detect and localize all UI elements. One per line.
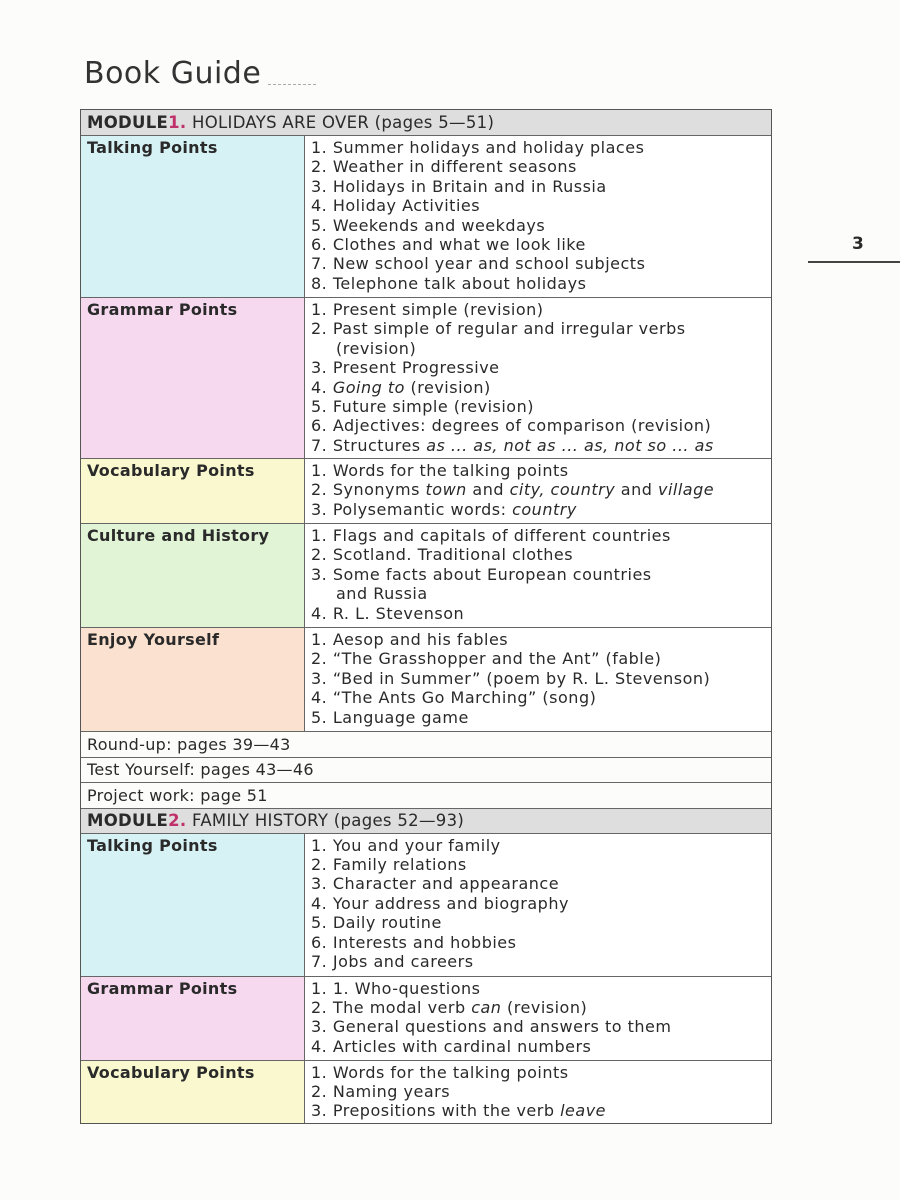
- text-segment: 4. Holiday Activities: [311, 196, 481, 216]
- text-segment: 7. New school year and school subjects: [311, 254, 646, 274]
- list-item: [311, 584, 767, 603]
- text-segment: 5. Language game: [311, 707, 469, 727]
- info-row: [81, 782, 771, 808]
- text-segment: 5. Daily routine: [311, 913, 442, 933]
- text-segment: 2. Naming years: [311, 1081, 451, 1101]
- section-row: [81, 523, 771, 627]
- list-item-text: [311, 952, 474, 971]
- text-segment: 4. Articles with cardinal numbers: [311, 1036, 592, 1056]
- text-segment: 2. The modal verb: [311, 997, 472, 1017]
- text-segment: 4. R. L. Stevenson: [311, 603, 465, 623]
- list-item-text: [311, 669, 710, 688]
- list-item-text: [311, 436, 714, 455]
- list-item-text: [311, 836, 501, 855]
- list-item-text: [311, 235, 586, 254]
- section-items: [305, 298, 771, 458]
- book-guide-table: [80, 109, 772, 1124]
- text-segment: 2. Synonyms: [311, 480, 426, 500]
- list-item-text: [311, 630, 508, 649]
- section-row: [81, 1060, 771, 1123]
- text-segment: 3. Present Progressive: [311, 358, 500, 378]
- list-item: [311, 378, 767, 397]
- list-item-text: [311, 1082, 450, 1101]
- list-item-text: [311, 196, 480, 215]
- text-segment: 1. Words for the talking points: [311, 461, 569, 480]
- list-item-text: [311, 274, 586, 293]
- text-segment: 1. Flags and capitals of different countries: [311, 526, 671, 545]
- section-category: Grammar Points: [81, 298, 305, 458]
- list-item: [311, 1037, 767, 1056]
- list-item-text: [311, 358, 500, 377]
- list-item: [311, 604, 767, 623]
- section-category: Talking Points: [81, 834, 305, 976]
- module-number: 1.: [168, 113, 187, 132]
- text-segment: (revision): [336, 338, 417, 358]
- module-label: MODULE: [87, 113, 169, 132]
- list-item: [311, 339, 767, 358]
- text-segment: 2. Scotland. Traditional clothes: [311, 545, 574, 565]
- list-item-text: [311, 894, 569, 913]
- text-segment: 3. Polysemantic words:: [311, 499, 513, 519]
- italic-term: as ... as, not as ... as, not so ... as: [426, 435, 714, 455]
- text-segment: 1. Summer holidays and holiday places: [311, 138, 645, 157]
- text-segment: 1. Words for the talking points: [311, 1062, 569, 1082]
- text-segment: 4.: [311, 377, 333, 397]
- list-item-text: [311, 157, 577, 176]
- list-item-text: [311, 604, 464, 623]
- italic-term: village: [658, 480, 715, 500]
- section-category: Vocabulary Points: [81, 1061, 305, 1123]
- list-item: [311, 708, 767, 727]
- list-item-text: [311, 855, 467, 874]
- list-item-text: [311, 339, 416, 358]
- list-item-text: [311, 416, 711, 435]
- page-number-rule: [808, 261, 900, 263]
- list-item: [311, 836, 767, 855]
- list-item-text: [311, 1101, 606, 1120]
- list-item: [311, 461, 767, 480]
- text-segment: 2. Past simple of regular and irregular verbs: [311, 319, 686, 339]
- section-category: Enjoy Yourself: [81, 628, 305, 731]
- list-item: [311, 235, 767, 254]
- list-item-text: [311, 177, 607, 196]
- list-item: [311, 1082, 767, 1101]
- list-item: [311, 545, 767, 564]
- list-item-text: [311, 300, 544, 319]
- info-text: Test Yourself: pages 43—46: [87, 760, 314, 780]
- list-item: [311, 913, 767, 932]
- info-text: Project work: page 51: [87, 785, 268, 805]
- list-item-text: [311, 565, 652, 584]
- list-item: [311, 157, 767, 176]
- section-category: Grammar Points: [81, 977, 305, 1060]
- section-category: Talking Points: [81, 136, 305, 297]
- list-item: [311, 274, 767, 293]
- list-item-text: [311, 500, 577, 519]
- list-item: [311, 894, 767, 913]
- text-segment: 2. Weather in different seasons: [311, 157, 577, 177]
- text-segment: 7. Structures: [311, 435, 427, 455]
- section-items: [305, 524, 771, 627]
- list-item-text: [311, 545, 573, 564]
- section-items: [305, 459, 771, 523]
- list-item: [311, 300, 767, 319]
- list-item: [311, 1101, 767, 1120]
- list-item-text: [311, 480, 714, 499]
- text-segment: and Russia: [336, 584, 428, 604]
- text-segment: 6. Clothes and what we look like: [311, 235, 586, 255]
- list-item-text: [311, 216, 545, 235]
- list-item: [311, 952, 767, 971]
- section-items: [305, 977, 771, 1060]
- italic-term: city, country: [509, 480, 616, 500]
- list-item: [311, 1017, 767, 1036]
- list-item-text: [311, 397, 534, 416]
- list-item: [311, 998, 767, 1017]
- info-text: Round-up: pages 39—43: [87, 734, 291, 754]
- text-segment: 2. “The Grasshopper and the Ant” (fable): [311, 649, 662, 669]
- list-item: [311, 416, 767, 435]
- section-category: Vocabulary Points: [81, 459, 305, 523]
- list-item: [311, 397, 767, 416]
- text-segment: and: [615, 480, 658, 500]
- section-row: [81, 833, 771, 976]
- list-item: [311, 358, 767, 377]
- list-item: [311, 436, 767, 455]
- italic-term: leave: [560, 1101, 606, 1121]
- text-segment: 2. Family relations: [311, 854, 467, 874]
- list-item-text: [311, 1037, 591, 1056]
- section-items: [305, 1061, 771, 1123]
- italic-term: town: [425, 480, 467, 500]
- list-item: [311, 630, 767, 649]
- text-segment: 1. Present simple (revision): [311, 300, 544, 319]
- italic-term: Going to: [332, 377, 405, 397]
- list-item: [311, 855, 767, 874]
- text-segment: 8. Telephone talk about holidays: [311, 273, 587, 293]
- text-segment: 3. Some facts about European countries: [311, 564, 652, 584]
- text-segment: 5. Weekends and weekdays: [311, 215, 546, 235]
- list-item-text: [311, 319, 686, 338]
- text-segment: (revision): [404, 377, 491, 397]
- list-item: [311, 933, 767, 952]
- info-row: [81, 731, 771, 757]
- text-segment: 1. Aesop and his fables: [311, 630, 509, 649]
- text-segment: (revision): [501, 997, 588, 1017]
- title-rule: [268, 84, 316, 85]
- list-item-text: [311, 526, 671, 545]
- section-row: [81, 297, 771, 458]
- list-item-text: [311, 461, 569, 480]
- list-item-text: [311, 1063, 569, 1082]
- module-header: [81, 110, 771, 135]
- list-item: [311, 196, 767, 215]
- list-item-text: [311, 378, 491, 397]
- list-item-text: [311, 874, 559, 893]
- text-segment: 3. “Bed in Summer” (poem by R. L. Stevenson): [311, 668, 711, 688]
- text-segment: 5. Future simple (revision): [311, 397, 534, 417]
- page-title: Book Guide: [84, 56, 262, 91]
- info-row: [81, 757, 771, 783]
- list-item: [311, 480, 767, 499]
- text-segment: 6. Interests and hobbies: [311, 932, 517, 952]
- section-category: Culture and History: [81, 524, 305, 627]
- section-row: [81, 135, 771, 297]
- list-item: [311, 874, 767, 893]
- text-segment: 3. General questions and answers to them: [311, 1017, 672, 1037]
- list-item-text: [311, 933, 516, 952]
- list-item: [311, 979, 767, 998]
- module-title: FAMILY HISTORY (pages 52—93): [186, 811, 465, 830]
- list-item-text: [311, 979, 480, 998]
- text-segment: 4. Your address and biography: [311, 893, 569, 913]
- list-item-text: [311, 649, 661, 668]
- module-title: HOLIDAYS ARE OVER (pages 5—51): [186, 113, 495, 132]
- list-item: [311, 565, 767, 584]
- list-item: [311, 688, 767, 707]
- list-item: [311, 254, 767, 273]
- section-row: [81, 976, 771, 1060]
- list-item-text: [311, 584, 428, 603]
- section-row: [81, 627, 771, 731]
- italic-term: can: [471, 997, 502, 1017]
- module-header: [81, 808, 771, 833]
- list-item-text: [311, 138, 644, 157]
- list-item: [311, 526, 767, 545]
- italic-term: country: [512, 499, 577, 519]
- text-segment: 6. Adjectives: degrees of comparison (revision): [311, 416, 712, 436]
- section-items: [305, 136, 771, 297]
- text-segment: 4. “The Ants Go Marching” (song): [311, 688, 597, 708]
- list-item-text: [311, 708, 469, 727]
- page-number: 3: [852, 234, 864, 254]
- text-segment: 3. Character and appearance: [311, 874, 560, 894]
- list-item: [311, 319, 767, 338]
- list-item: [311, 649, 767, 668]
- section-row: [81, 458, 771, 523]
- text-segment: 7. Jobs and careers: [311, 951, 474, 971]
- section-items: [305, 628, 771, 731]
- text-segment: 1. 1. Who-questions: [311, 978, 481, 998]
- list-item-text: [311, 913, 442, 932]
- text-segment: 1. You and your family: [311, 835, 501, 855]
- text-segment: 3. Holidays in Britain and in Russia: [311, 176, 607, 196]
- text-segment: and: [466, 480, 510, 500]
- module-number: 2.: [168, 811, 187, 830]
- list-item: [311, 216, 767, 235]
- list-item: [311, 1063, 767, 1082]
- list-item: [311, 669, 767, 688]
- list-item-text: [311, 254, 645, 273]
- list-item: [311, 138, 767, 157]
- section-items: [305, 834, 771, 976]
- list-item: [311, 177, 767, 196]
- list-item-text: [311, 998, 587, 1017]
- module-label: MODULE: [87, 811, 169, 830]
- text-segment: 3. Prepositions with the verb: [311, 1101, 561, 1121]
- list-item-text: [311, 688, 596, 707]
- list-item: [311, 500, 767, 519]
- list-item-text: [311, 1017, 671, 1036]
